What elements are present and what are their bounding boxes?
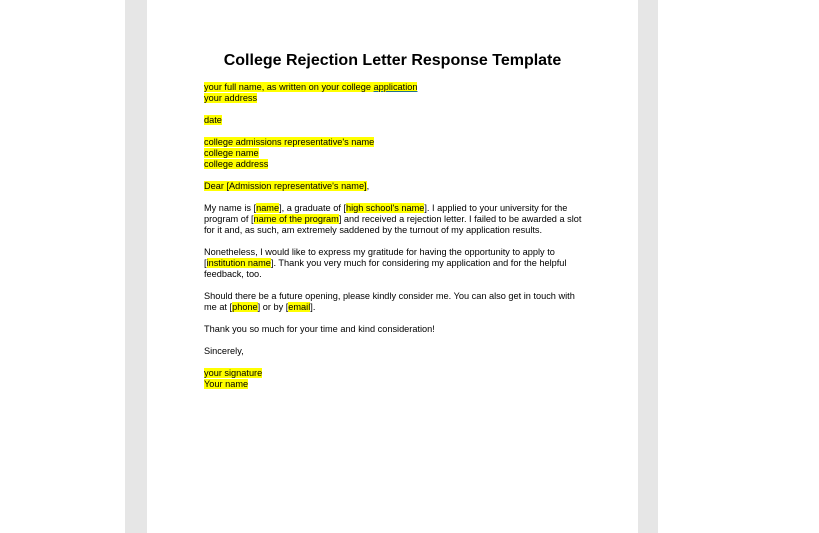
signature-line: your signature: [204, 368, 263, 378]
p3-text-2: ] or by [: [257, 302, 289, 312]
paragraph-thanks: Thank you so much for your time and kind consideration!: [204, 324, 435, 334]
recipient-rep-name: college admissions representative's name: [204, 137, 375, 147]
p3-field-phone: phone: [232, 302, 258, 312]
recipient-college-name: college name: [204, 148, 259, 158]
paragraph-contact: [204, 291, 584, 313]
p2-text-2: ]. Thank you very much for considering my application and for the helpful feedback, too.: [204, 258, 567, 279]
p3-field-email: email: [288, 302, 311, 312]
p1-text-4: ] and received a rejection letter. I failed to be awarded a slot for it and, as such, am extremely saddened by the turnout of my application results.: [204, 214, 582, 235]
sender-full-name: [204, 82, 417, 92]
left-gutter: [125, 0, 147, 533]
p2-text-1: Nonetheless, I would like to express my gratitude for having the opportunity to apply to [: [204, 247, 555, 268]
p1-field-name: name: [256, 203, 280, 213]
p1-field-program: name of the program: [253, 214, 339, 224]
salutation-text: Dear [Admission representative's name]: [204, 181, 367, 191]
p1-field-high-school: high school's name: [345, 203, 425, 213]
p2-field-institution: institution name: [206, 258, 271, 268]
p1-text-1: My name is [: [204, 203, 257, 213]
p3-text-1: Should there be a future opening, please kindly consider me. You can also get in touch with me at [: [204, 291, 575, 312]
date-block: [204, 115, 584, 126]
sender-block: [204, 82, 584, 104]
p1-text-2: ], a graduate of [: [279, 203, 346, 213]
sender-full-name-text: your full name, as written on your college: [204, 82, 374, 92]
salutation: [204, 181, 584, 192]
recipient-college-address: college address: [204, 159, 269, 169]
right-gutter: [638, 0, 658, 533]
p3-text-3: ].: [310, 302, 316, 312]
document-page: [147, 0, 638, 533]
salutation-comma: ,: [366, 181, 370, 191]
signature-name: Your name: [204, 379, 249, 389]
paragraph-gratitude: [204, 247, 584, 280]
document-title: College Rejection Letter Response Template: [223, 52, 562, 69]
sender-full-name-underlined: application: [373, 82, 418, 92]
date-field: date: [204, 115, 222, 125]
sender-address: your address: [204, 93, 258, 103]
closing: Sincerely,: [204, 346, 244, 356]
letter-body: [204, 82, 584, 401]
signature-block: [204, 368, 584, 390]
paragraph-intro: [204, 203, 584, 236]
recipient-block: [204, 137, 584, 170]
p1-text-3: ]. I applied to your university for the program of [: [204, 203, 568, 224]
